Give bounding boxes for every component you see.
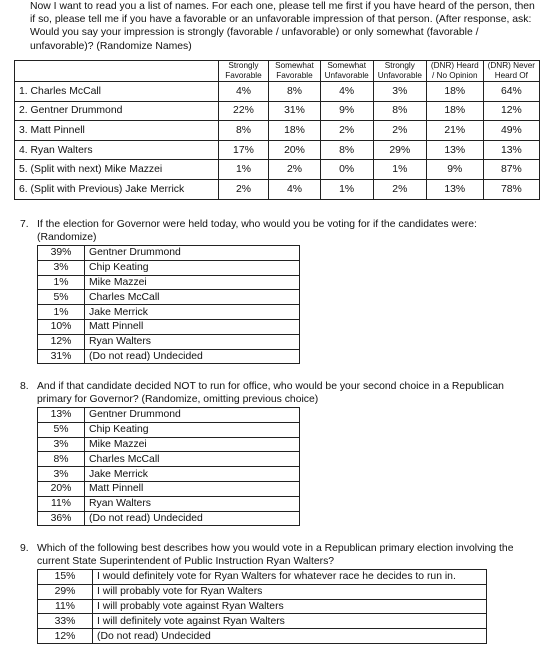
q9-results-table xyxy=(37,569,487,644)
header-cell: Somewhat Unfavorable xyxy=(320,61,373,82)
table-cell: 2% xyxy=(218,179,269,199)
question-number: 8. xyxy=(20,381,29,392)
table-cell: 2% xyxy=(373,179,426,199)
table-header-row xyxy=(15,61,540,82)
table-row xyxy=(38,481,300,496)
table-row xyxy=(38,246,300,261)
pct-cell: 5% xyxy=(38,422,85,437)
row-label: 4. Ryan Walters xyxy=(15,140,219,160)
label-cell: Charles McCall xyxy=(85,290,300,305)
table-row xyxy=(15,82,540,102)
header-cell: (DNR) Heard / No Opinion xyxy=(426,61,483,82)
table-row xyxy=(38,408,300,423)
label-cell: Charles McCall xyxy=(85,452,300,467)
table-cell: 29% xyxy=(373,140,426,160)
label-cell: Mike Mazzei xyxy=(85,437,300,452)
pct-cell: 15% xyxy=(38,570,93,585)
table-row xyxy=(38,422,300,437)
table-row xyxy=(38,319,300,334)
header-cell: Strongly Favorable xyxy=(218,61,269,82)
table-row xyxy=(15,160,540,180)
label-cell: I will probably vote against Ryan Walters xyxy=(93,599,487,614)
pct-cell: 11% xyxy=(38,496,85,511)
table-cell: 4% xyxy=(320,82,373,102)
pct-cell: 13% xyxy=(38,408,85,423)
table-cell: 4% xyxy=(218,82,269,102)
table-row xyxy=(38,629,487,644)
pct-cell: 31% xyxy=(38,349,85,364)
pct-cell: 1% xyxy=(38,275,85,290)
table-cell: 31% xyxy=(269,101,320,121)
table-row xyxy=(38,290,300,305)
q7-results-table xyxy=(37,245,300,364)
table-row xyxy=(38,260,300,275)
table-row xyxy=(38,437,300,452)
table-cell: 2% xyxy=(320,121,373,141)
table-cell: 13% xyxy=(426,179,483,199)
header-cell: Somewhat Favorable xyxy=(269,61,320,82)
pct-cell: 12% xyxy=(38,629,93,644)
table-row xyxy=(38,334,300,349)
label-cell: Matt Pinnell xyxy=(85,319,300,334)
table-cell: 17% xyxy=(218,140,269,160)
pct-cell: 10% xyxy=(38,319,85,334)
pct-cell: 1% xyxy=(38,305,85,320)
table-cell: 9% xyxy=(320,101,373,121)
table-cell: 2% xyxy=(269,160,320,180)
label-cell: (Do not read) Undecided xyxy=(85,349,300,364)
question-number: 9. xyxy=(20,543,29,554)
table-cell: 8% xyxy=(218,121,269,141)
table-cell: 21% xyxy=(426,121,483,141)
table-cell: 18% xyxy=(426,82,483,102)
table-cell: 2% xyxy=(373,121,426,141)
intro-paragraph: Now I want to read you a list of names. For each one, please tell me first if you have heard of the person, then if so, please tell me if you have a favorable or an unfavorable impression of that person. (After response, ask: Would you say your impression is strongly (favorable / unfavorable) or only somewhat (favorable / unfavorable)? (Randomize Names) xyxy=(30,1,535,52)
table-cell: 4% xyxy=(269,179,320,199)
table-cell: 8% xyxy=(373,101,426,121)
label-cell: Chip Keating xyxy=(85,422,300,437)
label-cell: Mike Mazzei xyxy=(85,275,300,290)
table-cell: 1% xyxy=(320,179,373,199)
row-label: 6. (Split with Previous) Jake Merrick xyxy=(15,179,219,199)
table-row xyxy=(38,599,487,614)
table-cell: 12% xyxy=(483,101,539,121)
label-cell: Matt Pinnell xyxy=(85,481,300,496)
table-cell: 49% xyxy=(483,121,539,141)
question-text: If the election for Governor were held today, who would you be voting for if the candidates were: (Randomize) xyxy=(37,219,477,244)
label-cell: Jake Merrick xyxy=(85,305,300,320)
pct-cell: 33% xyxy=(38,614,93,629)
pct-cell: 39% xyxy=(38,246,85,261)
q8-results-table xyxy=(37,407,300,526)
pct-cell: 36% xyxy=(38,511,85,526)
label-cell: Ryan Walters xyxy=(85,496,300,511)
table-row xyxy=(38,584,487,599)
table-row xyxy=(15,140,540,160)
table-cell: 22% xyxy=(218,101,269,121)
table-row xyxy=(38,349,300,364)
table-row xyxy=(38,275,300,290)
label-cell: (Do not read) Undecided xyxy=(93,629,487,644)
table-row xyxy=(38,511,300,526)
table-cell: 18% xyxy=(269,121,320,141)
pct-cell: 3% xyxy=(38,437,85,452)
pct-cell: 8% xyxy=(38,452,85,467)
question-text: Which of the following best describes how you would vote in a Republican primary election involving the current State Superintendent of Public Instruction Ryan Walters? xyxy=(37,543,514,568)
table-row xyxy=(15,121,540,141)
pct-cell: 3% xyxy=(38,467,85,482)
table-row xyxy=(15,179,540,199)
table-cell: 0% xyxy=(320,160,373,180)
table-cell: 3% xyxy=(373,82,426,102)
row-label: 5. (Split with next) Mike Mazzei xyxy=(15,160,219,180)
table-cell: 1% xyxy=(373,160,426,180)
table-cell: 8% xyxy=(320,140,373,160)
pct-cell: 3% xyxy=(38,260,85,275)
table-cell: 8% xyxy=(269,82,320,102)
table-row xyxy=(38,467,300,482)
row-label: 3. Matt Pinnell xyxy=(15,121,219,141)
label-cell: Jake Merrick xyxy=(85,467,300,482)
row-label: 1. Charles McCall xyxy=(15,82,219,102)
table-row xyxy=(38,305,300,320)
favorability-table xyxy=(14,60,540,200)
header-blank-cell xyxy=(15,61,219,82)
table-row xyxy=(38,570,487,585)
row-label: 2. Gentner Drummond xyxy=(15,101,219,121)
table-cell: 78% xyxy=(483,179,539,199)
pct-cell: 5% xyxy=(38,290,85,305)
label-cell: Ryan Walters xyxy=(85,334,300,349)
table-cell: 18% xyxy=(426,101,483,121)
label-cell: Chip Keating xyxy=(85,260,300,275)
pct-cell: 12% xyxy=(38,334,85,349)
header-cell: Strongly Unfavorable xyxy=(373,61,426,82)
label-cell: I would definitely vote for Ryan Walters for whatever race he decides to run in. xyxy=(93,570,487,585)
pct-cell: 29% xyxy=(38,584,93,599)
label-cell: I will definitely vote against Ryan Walters xyxy=(93,614,487,629)
header-cell: (DNR) Never Heard Of xyxy=(483,61,539,82)
label-cell: Gentner Drummond xyxy=(85,246,300,261)
table-cell: 9% xyxy=(426,160,483,180)
table-cell: 87% xyxy=(483,160,539,180)
pct-cell: 11% xyxy=(38,599,93,614)
table-cell: 13% xyxy=(426,140,483,160)
table-row xyxy=(38,452,300,467)
table-cell: 20% xyxy=(269,140,320,160)
table-row xyxy=(38,614,487,629)
table-cell: 1% xyxy=(218,160,269,180)
label-cell: Gentner Drummond xyxy=(85,408,300,423)
table-row xyxy=(15,101,540,121)
table-cell: 64% xyxy=(483,82,539,102)
table-row xyxy=(38,496,300,511)
question-number: 7. xyxy=(20,219,29,230)
label-cell: I will probably vote for Ryan Walters xyxy=(93,584,487,599)
question-text: And if that candidate decided NOT to run for office, who would be your second choice in a Republican primary for Governor? (Randomize, omitting previous choice) xyxy=(37,381,504,406)
table-cell: 13% xyxy=(483,140,539,160)
label-cell: (Do not read) Undecided xyxy=(85,511,300,526)
pct-cell: 20% xyxy=(38,481,85,496)
